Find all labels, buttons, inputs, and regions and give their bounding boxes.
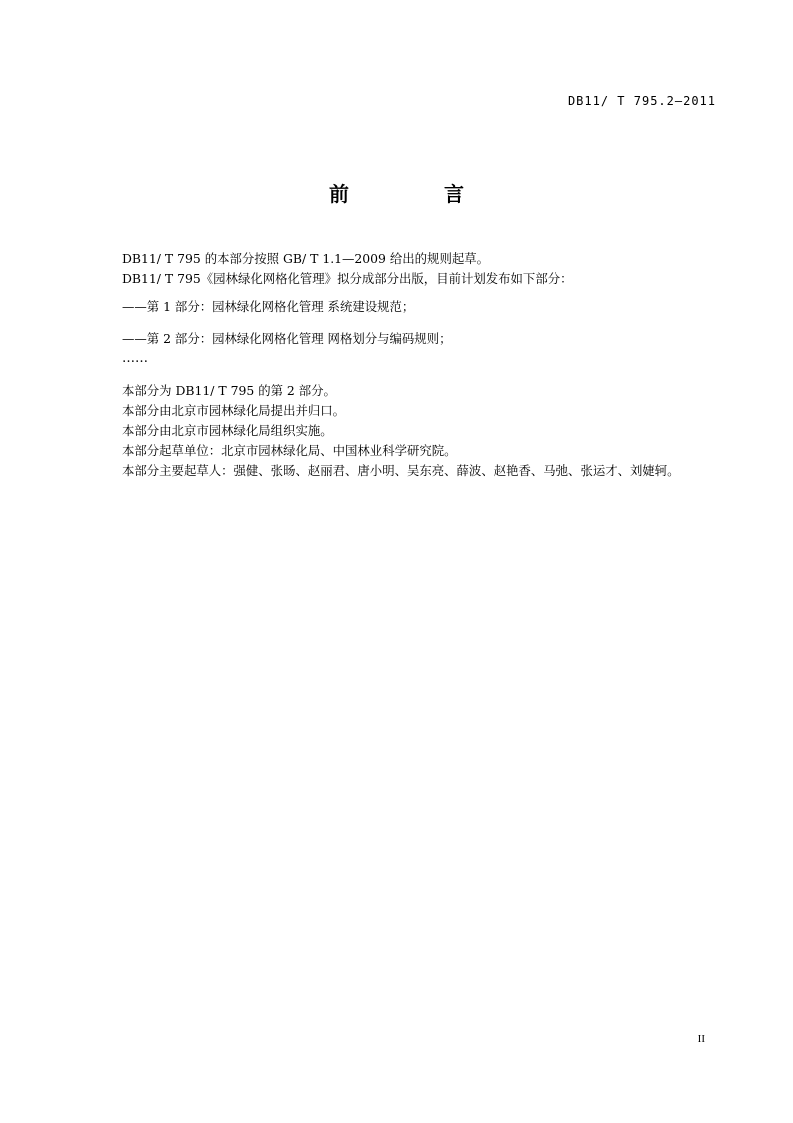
document-code: DB11/ T 795.2—2011 bbox=[567, 94, 716, 108]
foreword-title: 前 言 bbox=[329, 182, 508, 206]
paragraph-part-number: 本部分为 DB11/ T 795 的第 2 部分。 bbox=[122, 383, 336, 398]
list-item-part-1: ——第 1 部分：园林绿化网格化管理 系统建设规范； bbox=[122, 299, 415, 314]
list-ellipsis: …… bbox=[122, 351, 148, 366]
paragraph-drafting-rules: DB11/ T 795 的本部分按照 GB/ T 1.1—2009 给出的规则起草。 bbox=[122, 251, 490, 266]
paragraph-implementer: 本部分由北京市园林绿化局组织实施。 bbox=[122, 423, 333, 438]
paragraph-parts-plan: DB11/ T 795《园林绿化网格化管理》拟分成部分出版，目前计划发布如下部分： bbox=[122, 271, 573, 286]
list-item-part-2: ——第 2 部分：园林绿化网格化管理 网格划分与编码规则； bbox=[122, 331, 452, 346]
paragraph-drafting-units: 本部分起草单位：北京市园林绿化局、中国林业科学研究院。 bbox=[122, 443, 457, 458]
foreword-body bbox=[83, 249, 715, 481]
paragraph-proposer: 本部分由北京市园林绿化局提出并归口。 bbox=[122, 403, 346, 418]
page-number: II bbox=[697, 1033, 705, 1045]
paragraph-drafters: 本部分主要起草人：强健、张旸、赵丽君、唐小明、吴东亮、薛波、赵艳香、马弛、张运才、刘婕轲。 bbox=[122, 463, 680, 478]
